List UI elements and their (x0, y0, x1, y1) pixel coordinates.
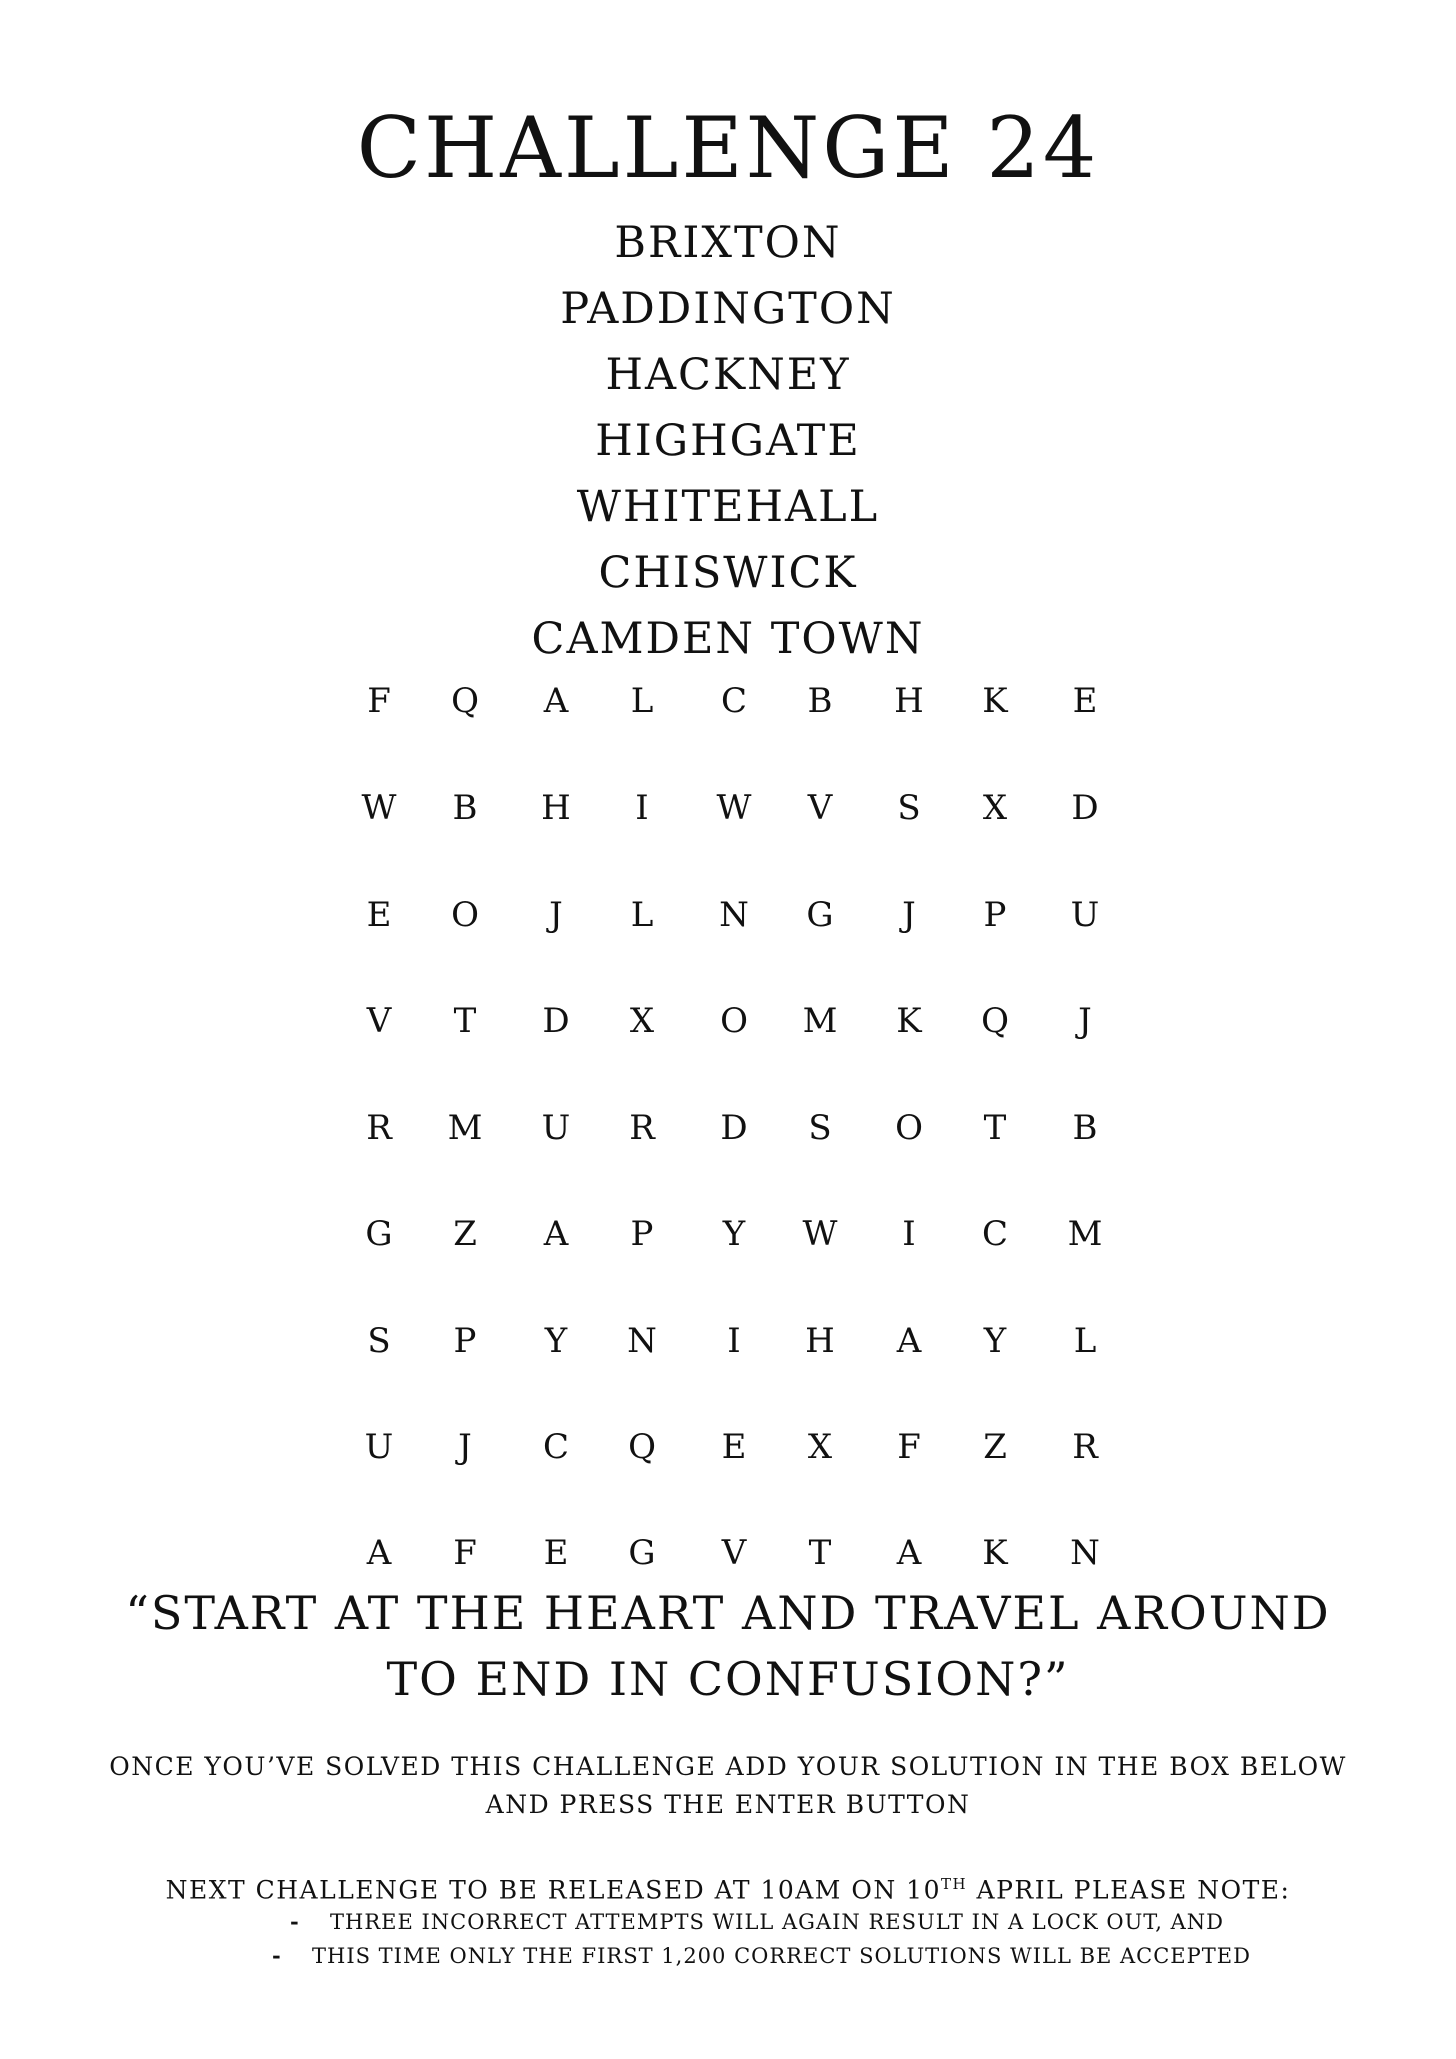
grid-letter: B (452, 788, 478, 828)
word-list-item: HIGHGATE (595, 416, 861, 466)
grid-letter: S (367, 1321, 391, 1361)
grid-letter: X (629, 1001, 655, 1041)
grid-letter: M (802, 1001, 838, 1041)
grid-letter: I (635, 788, 649, 828)
grid-letter: A (543, 681, 569, 721)
grid-letter: O (895, 1108, 923, 1148)
clue-line: TO END IN CONFUSION?” (386, 1652, 1070, 1706)
grid-letter: A (366, 1533, 392, 1573)
grid-letter: L (1073, 1321, 1097, 1361)
grid-letter: U (541, 1108, 571, 1148)
grid-letter: T (808, 1533, 832, 1573)
grid-letter: P (630, 1214, 654, 1254)
grid-letter: A (543, 1214, 569, 1254)
grid-letter: S (808, 1108, 832, 1148)
grid-letter: J (458, 1427, 472, 1467)
grid-letter: H (541, 788, 571, 828)
note-dash: - (272, 1943, 282, 1968)
next-release-ordinal: TH (940, 1875, 968, 1893)
grid-letter: H (894, 681, 924, 721)
grid-letter: V (807, 788, 833, 828)
note-item (290, 1907, 1224, 1937)
page-title: CHALLENGE 24 (356, 99, 1100, 197)
instructions (0, 1748, 1456, 1824)
grid-letter: Z (453, 1214, 477, 1254)
grid-letter: O (720, 1001, 748, 1041)
grid-letter: I (727, 1321, 741, 1361)
grid-letter: T (453, 1001, 477, 1041)
grid-letter: J (549, 895, 563, 935)
grid-letter: M (1067, 1214, 1103, 1254)
grid-letter: J (1078, 1001, 1092, 1041)
grid-letter: X (807, 1427, 833, 1467)
grid-letter: Y (722, 1214, 746, 1254)
grid-letter: G (365, 1214, 393, 1254)
grid-letter: L (630, 895, 654, 935)
grid-letter: T (983, 1108, 1007, 1148)
grid-letter: O (451, 895, 479, 935)
grid-letter: W (361, 788, 397, 828)
grid-letter: N (627, 1321, 657, 1361)
grid-letter: E (721, 1427, 747, 1467)
clue-line: “START AT THE HEART AND TRAVEL AROUND (125, 1586, 1331, 1640)
grid-letter: Y (983, 1321, 1007, 1361)
grid-letter: Q (451, 681, 479, 721)
grid-letter: E (543, 1533, 569, 1573)
grid-letter: N (719, 895, 749, 935)
grid-letter: J (902, 895, 916, 935)
grid-letter: D (720, 1108, 748, 1148)
grid-letter: R (366, 1108, 392, 1148)
grid-letter: U (364, 1427, 394, 1467)
grid-letter: K (982, 681, 1008, 721)
grid-letter: F (897, 1427, 921, 1467)
grid-letter: Q (981, 1001, 1009, 1041)
word-list-item: PADDINGTON (560, 284, 896, 334)
grid-letter: H (805, 1321, 835, 1361)
grid-letter: V (721, 1533, 747, 1573)
word-list-item: BRIXTON (614, 218, 842, 268)
word-list-item: CAMDEN TOWN (531, 614, 925, 664)
grid-letter: U (1070, 895, 1100, 935)
grid-letter: I (902, 1214, 916, 1254)
grid-letter: R (629, 1108, 655, 1148)
instruction-line: ONCE YOU’VE SOLVED THIS CHALLENGE ADD YOUR SOLUTION IN THE BOX BELOW (109, 1752, 1347, 1781)
grid-letter: P (983, 895, 1007, 935)
grid-letter: B (807, 681, 833, 721)
next-release-text (0, 1866, 1456, 1908)
instruction-line: AND PRESS THE ENTER BUTTON (485, 1790, 971, 1819)
grid-letter: Z (983, 1427, 1007, 1467)
note-item (272, 1941, 1251, 1971)
grid-letter: S (897, 788, 921, 828)
grid-letter: A (896, 1533, 922, 1573)
note-text: THREE INCORRECT ATTEMPTS WILL AGAIN RESULT IN A LOCK OUT, AND (330, 1910, 1224, 1934)
grid-letter: G (628, 1533, 656, 1573)
grid-letter: R (1072, 1427, 1098, 1467)
grid-letter: W (716, 788, 752, 828)
grid-letter: L (630, 681, 654, 721)
grid-letter: A (896, 1321, 922, 1361)
grid-letter: M (447, 1108, 483, 1148)
grid-letter: G (806, 895, 834, 935)
grid-letter: F (367, 681, 391, 721)
grid-letter: V (366, 1001, 392, 1041)
grid-letter: N (1070, 1533, 1100, 1573)
word-list-item: WHITEHALL (576, 482, 880, 532)
grid-letter: K (896, 1001, 922, 1041)
note-dash: - (290, 1909, 300, 1934)
grid-letter: C (720, 681, 747, 721)
grid-letter: P (453, 1321, 477, 1361)
grid-letter: F (453, 1533, 477, 1573)
grid-letter: C (542, 1427, 569, 1467)
grid-letter: C (981, 1214, 1008, 1254)
grid-letter: E (366, 895, 392, 935)
grid-letter: Q (628, 1427, 656, 1467)
next-release-suffix: APRIL PLEASE NOTE: (967, 1875, 1291, 1905)
grid-letter: E (1072, 681, 1098, 721)
word-list-item: CHISWICK (598, 548, 858, 598)
grid-letter: D (542, 1001, 570, 1041)
clue-text (0, 1580, 1456, 1712)
note-text: THIS TIME ONLY THE FIRST 1,200 CORRECT SOLUTIONS WILL BE ACCEPTED (312, 1944, 1251, 1968)
grid-letter: W (802, 1214, 838, 1254)
word-list-item: HACKNEY (605, 350, 851, 400)
grid-letter: B (1072, 1108, 1098, 1148)
grid-letter: D (1071, 788, 1099, 828)
grid-letter: X (982, 788, 1008, 828)
next-release-prefix: NEXT CHALLENGE TO BE RELEASED AT 10AM ON 10 (165, 1875, 941, 1905)
grid-letter: K (982, 1533, 1008, 1573)
grid-letter: Y (544, 1321, 568, 1361)
